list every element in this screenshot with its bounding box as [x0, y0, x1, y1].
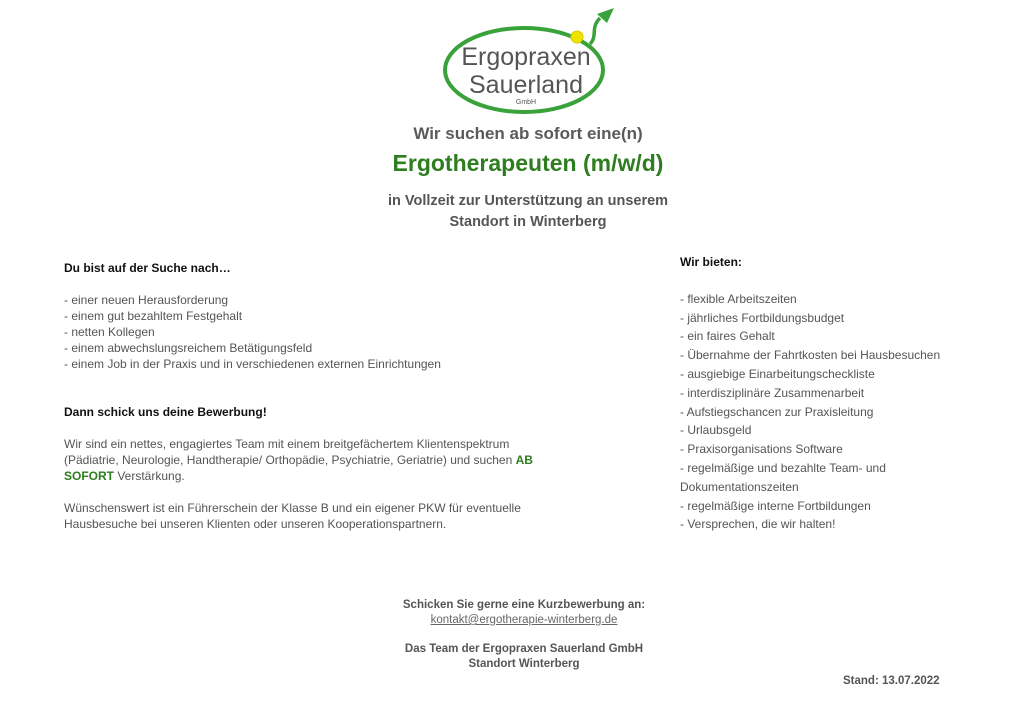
- list-item: - Aufstiegschancen zur Praxisleitung: [680, 404, 874, 419]
- list-item: Dokumentationszeiten: [680, 479, 799, 494]
- footer-line-1: Schicken Sie gerne eine Kurzbewerbung an:: [402, 599, 646, 611]
- left-column: [64, 260, 534, 532]
- list-item: - einem gut bezahltem Festgehalt: [64, 309, 243, 323]
- subtitle-line-2: Standort in Winterberg: [449, 214, 607, 230]
- job-title: Ergotherapeuten (m/w/d): [392, 150, 664, 176]
- list-item: - Urlaubsgeld: [680, 423, 752, 438]
- cta-heading: Dann schick uns deine Bewerbung!: [64, 405, 267, 419]
- footer-location: Standort Winterberg: [468, 658, 580, 670]
- search-heading: Du bist auf der Suche nach…: [64, 261, 231, 275]
- list-item: - regelmäßige und bezahlte Team- und: [680, 460, 886, 475]
- job-subtitle: [0, 191, 1024, 233]
- list-item: - interdisziplinäre Zusammenarbeit: [680, 385, 865, 400]
- list-item: - einem abwechslungsreichem Betätigungsfeld: [64, 341, 313, 355]
- date-stamp: Stand: 13.07.2022: [843, 675, 940, 687]
- intro-heading: Wir suchen ab sofort eine(n): [413, 124, 643, 143]
- list-item: - Praxisorganisations Software: [680, 442, 843, 457]
- list-item: - Versprechen, die wir halten!: [680, 517, 836, 532]
- list-item: - regelmäßige interne Fortbildungen: [680, 498, 871, 513]
- list-item: - einem Job in der Praxis und in verschiedenen externen Einrichtungen: [64, 357, 441, 371]
- list-item: - netten Kollegen: [64, 325, 155, 339]
- logo-line1: Ergopraxen: [461, 43, 591, 71]
- contact-email-link[interactable]: kontakt@ergotherapie-winterberg.de: [430, 614, 618, 626]
- team-text-end: Verstärkung.: [114, 469, 185, 483]
- list-item: - ausgiebige Einarbeitungscheckliste: [680, 366, 875, 381]
- list-item: - einer neuen Herausforderung: [64, 293, 229, 307]
- right-column: [680, 253, 1000, 534]
- footer-team: Das Team der Ergopraxen Sauerland GmbH: [404, 643, 644, 655]
- logo-line2: Sauerland: [469, 71, 583, 99]
- company-logo: [440, 8, 620, 116]
- highlight-text: AB SOFORT: [64, 453, 533, 483]
- list-item: - Übernahme der Fahrtkosten bei Hausbesuchen: [680, 348, 941, 363]
- list-item: - flexible Arbeitszeiten: [680, 291, 797, 306]
- license-paragraph: Wünschenswert ist ein Führerschein der Klasse B und ein eigener PKW für eventuelle Hausbesuche bei unseren Klienten oder unseren Kooperationspartnern.: [64, 501, 521, 531]
- list-item: - jährliches Fortbildungsbudget: [680, 310, 845, 325]
- subtitle-line-1: in Vollzeit zur Unterstützung an unserem: [387, 193, 669, 209]
- list-item: - ein faires Gehalt: [680, 329, 775, 344]
- team-text: Wir sind ein nettes, engagiertes Team mit einem breitgefächertem Klientenspektrum (Pädiatrie, Neurologie, Handtherapie/ Orthopädie, Psychiatrie, Geriatrie) und suchen: [64, 437, 516, 467]
- offer-heading: Wir bieten:: [680, 255, 742, 269]
- logo-line3: GmbH: [515, 99, 537, 106]
- footer: [300, 598, 748, 672]
- team-paragraph: [64, 436, 534, 484]
